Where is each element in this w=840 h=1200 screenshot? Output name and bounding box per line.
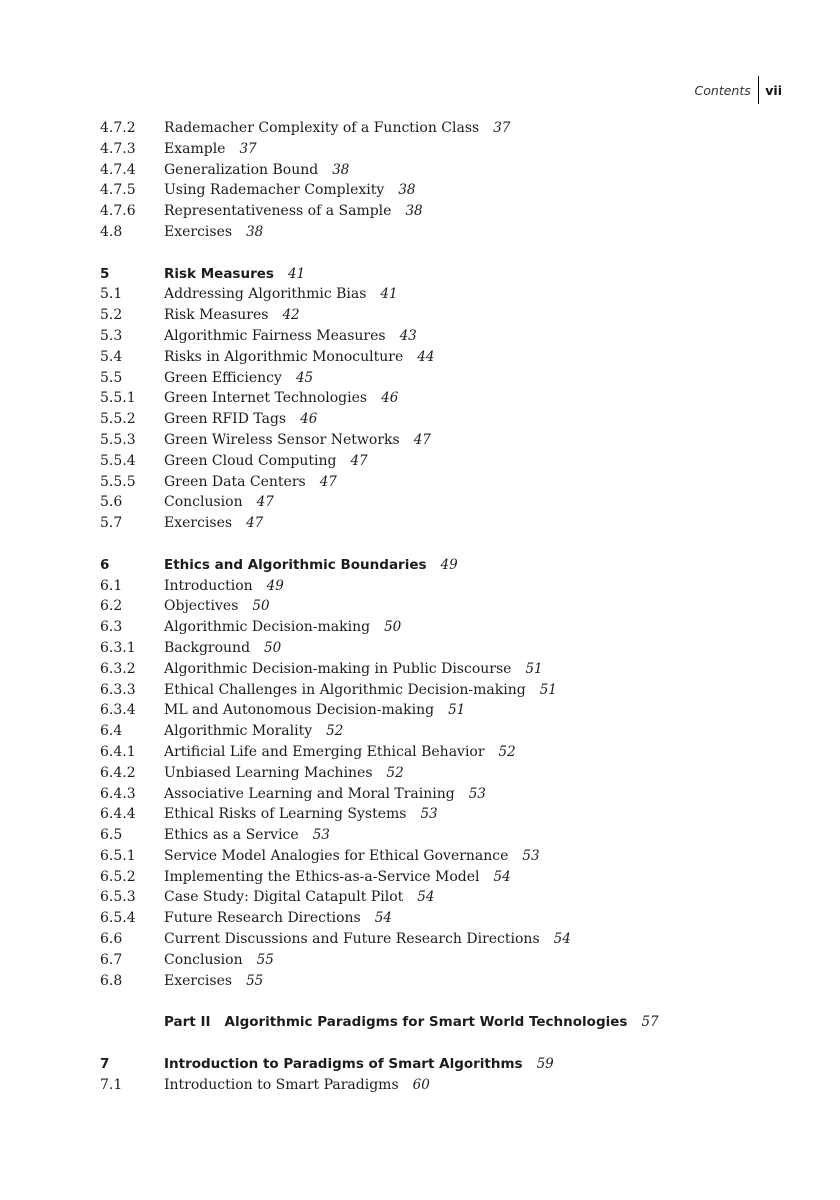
toc-entry-number: 5.5.3 xyxy=(100,431,136,448)
toc-entry xyxy=(164,1012,659,1033)
toc-entry-page: 51 xyxy=(525,660,543,677)
toc-entry-number: 6.3.1 xyxy=(100,639,136,656)
toc-section-row[interactable] xyxy=(100,825,800,846)
toc-entry xyxy=(164,180,416,201)
toc-entry xyxy=(164,201,423,222)
toc-section-row[interactable] xyxy=(100,867,800,888)
toc-section-row[interactable] xyxy=(100,326,800,347)
toc-section-row[interactable] xyxy=(100,139,800,160)
toc-section-row[interactable] xyxy=(100,929,800,950)
toc-section-row[interactable] xyxy=(100,887,800,908)
toc-section-row[interactable] xyxy=(100,617,800,638)
toc-entry-page: 46 xyxy=(381,390,399,407)
toc-entry xyxy=(164,721,343,742)
toc-entry-title: Implementing the Ethics-as-a-Service Model xyxy=(164,868,480,885)
toc-entry-title: Exercises xyxy=(164,223,233,240)
toc-entry-title: Green Data Centers xyxy=(164,473,306,490)
toc-entry-number: 5.5.2 xyxy=(100,411,136,428)
toc-entry xyxy=(164,700,465,721)
toc-entry xyxy=(164,388,398,409)
toc-section-row[interactable] xyxy=(100,659,800,680)
toc-entry-number: 6.4.1 xyxy=(100,743,136,760)
toc-entry-page: 50 xyxy=(384,619,402,636)
toc-entry xyxy=(164,118,510,139)
toc-entry xyxy=(164,284,398,305)
toc-entry-number: 5.3 xyxy=(100,327,123,344)
toc-section-row[interactable] xyxy=(100,201,800,222)
toc-entry-page: 44 xyxy=(417,348,435,365)
toc-section-row[interactable] xyxy=(100,950,800,971)
toc-section-row[interactable] xyxy=(100,492,800,513)
toc-entry-number: 5.7 xyxy=(100,515,123,532)
toc-entry xyxy=(164,596,270,617)
toc-entry-number: 6.2 xyxy=(100,598,123,615)
running-head-label: Contents xyxy=(694,82,751,98)
toc-entry-number: 6.3.2 xyxy=(100,660,136,677)
toc-entry-number: 5.2 xyxy=(100,307,123,324)
toc-entry-page: 45 xyxy=(295,369,314,386)
toc-entry-number: 6.7 xyxy=(100,951,123,968)
toc-entry-page: 60 xyxy=(412,1076,430,1093)
toc-chapter-row[interactable] xyxy=(100,555,800,576)
toc-entry-page: 55 xyxy=(256,951,274,968)
toc-entry-number: 7 xyxy=(100,1055,110,1072)
toc-entry-title: Green Efficiency xyxy=(164,369,282,386)
toc-entry-page: 52 xyxy=(498,743,516,760)
toc-entry xyxy=(164,513,263,534)
toc-entry-page: 52 xyxy=(326,723,344,740)
toc-entry-title: Green Wireless Sensor Networks xyxy=(164,431,400,448)
toc-section-row[interactable] xyxy=(100,804,800,825)
toc-entry-number: 4.7.3 xyxy=(100,140,136,157)
toc-entry xyxy=(164,305,300,326)
toc-entry-title: Artificial Life and Emerging Ethical Behavior xyxy=(164,743,485,760)
toc-entry-page: 49 xyxy=(440,556,458,573)
toc-section-row[interactable] xyxy=(100,305,800,326)
toc-entry-title: Example xyxy=(164,140,226,157)
toc-entry-title: Risk Measures xyxy=(164,265,274,282)
toc-entry xyxy=(164,576,284,597)
toc-entry-title: Rademacher Complexity of a Function Class xyxy=(164,120,480,136)
toc-entry-title: Ethics as a Service xyxy=(164,827,299,844)
toc-entry-number: 4.7.4 xyxy=(100,161,136,178)
toc-entry-title: Introduction xyxy=(164,577,253,594)
toc-entry xyxy=(164,784,486,805)
toc-section-row[interactable] xyxy=(100,908,800,929)
toc-entry-title: Case Study: Digital Catapult Pilot xyxy=(164,889,404,906)
toc-entry xyxy=(164,929,571,950)
toc-entry-page: 59 xyxy=(536,1055,554,1072)
toc-section-row[interactable] xyxy=(100,576,800,597)
toc-entry-number: 5 xyxy=(100,265,110,282)
toc-section-row[interactable] xyxy=(100,638,800,659)
toc-entry-page: 47 xyxy=(350,452,368,469)
toc-entry xyxy=(164,368,313,389)
toc-entry xyxy=(164,492,274,513)
toc-entry-page: 38 xyxy=(398,182,416,199)
toc-section-row[interactable] xyxy=(100,284,800,305)
toc-entry xyxy=(164,763,404,784)
toc-entry xyxy=(164,804,438,825)
toc-chapter-row[interactable] xyxy=(100,264,800,285)
toc-entry-title: Addressing Algorithmic Bias xyxy=(164,286,367,303)
toc-section-row[interactable] xyxy=(100,160,800,181)
toc-chapter-row[interactable] xyxy=(100,1054,800,1075)
toc-entry-title: Green Internet Technologies xyxy=(164,390,368,407)
toc-entry xyxy=(164,222,263,243)
toc-entry-number: 6.3 xyxy=(100,619,123,636)
toc-section-row[interactable] xyxy=(100,971,800,992)
toc-entry-title: Green Cloud Computing xyxy=(164,452,337,469)
toc-entry-number: 6.5.2 xyxy=(100,868,136,885)
toc-entry-title: Background xyxy=(164,639,251,656)
toc-entry-number: 6.1 xyxy=(100,577,123,594)
toc-entry-number: 6.6 xyxy=(100,931,123,948)
toc-entry xyxy=(164,1054,554,1075)
toc-entry-page: 47 xyxy=(246,515,264,532)
toc-entry xyxy=(164,742,516,763)
toc-entry-title: Exercises xyxy=(164,515,233,532)
toc-entry-number: 6 xyxy=(100,556,110,573)
toc-entry-page: 53 xyxy=(312,827,330,844)
toc-section-row[interactable] xyxy=(100,409,800,430)
toc-entry-number: 5.5.4 xyxy=(100,452,136,469)
toc-entry xyxy=(164,659,543,680)
toc-part-row[interactable] xyxy=(100,1012,800,1033)
toc-entry xyxy=(164,887,434,908)
toc-entry-number: 4.7.5 xyxy=(100,182,136,199)
toc-entry-page: 54 xyxy=(553,931,571,948)
toc-entry-title: Service Model Analogies for Ethical Governance xyxy=(164,847,509,864)
toc-entry-page: 37 xyxy=(239,140,257,157)
toc-entry-number: 4.7.2 xyxy=(100,120,136,136)
toc-section-row[interactable] xyxy=(100,680,800,701)
toc-entry-number: 6.4.2 xyxy=(100,764,136,781)
table-of-contents xyxy=(100,118,800,1095)
toc-entry-title: Generalization Bound xyxy=(164,161,319,178)
toc-entry-page: 47 xyxy=(413,431,431,448)
toc-entry-title: ML and Autonomous Decision-making xyxy=(164,702,435,719)
running-head xyxy=(695,76,782,104)
toc-entry-number: 5.5.1 xyxy=(100,390,136,407)
toc-entry-page: 47 xyxy=(319,473,337,490)
toc-entry-title: Algorithmic Decision-making xyxy=(164,619,371,636)
toc-entry-number: 6.5.3 xyxy=(100,889,136,906)
toc-section-row[interactable] xyxy=(100,451,800,472)
toc-entry-number: 6.8 xyxy=(100,972,123,989)
toc-entry-title: Ethics and Algorithmic Boundaries xyxy=(164,556,427,573)
toc-section-row[interactable] xyxy=(100,513,800,534)
toc-entry xyxy=(164,950,274,971)
toc-entry xyxy=(164,451,368,472)
toc-entry-title: Introduction to Paradigms of Smart Algorithms xyxy=(164,1055,523,1072)
toc-section-row[interactable] xyxy=(100,222,800,243)
toc-section-row[interactable] xyxy=(100,763,800,784)
toc-entry-title: Green RFID Tags xyxy=(164,411,287,428)
toc-entry-title: Future Research Directions xyxy=(164,910,361,927)
toc-entry xyxy=(164,867,511,888)
toc-entry-page: 50 xyxy=(252,598,270,615)
toc-entry-page: 42 xyxy=(282,307,300,324)
toc-entry-page: 38 xyxy=(246,223,264,240)
toc-entry xyxy=(164,638,281,659)
toc-entry-page: 51 xyxy=(539,681,557,698)
toc-entry-page: 53 xyxy=(420,806,438,823)
toc-entry-title: Objectives xyxy=(164,598,239,615)
toc-entry-number: 6.5.1 xyxy=(100,847,136,864)
toc-entry-page: 37 xyxy=(493,120,511,136)
toc-entry-number: 6.4 xyxy=(100,723,123,740)
toc-entry-page: 43 xyxy=(399,327,417,344)
toc-entry-number: 4.7.6 xyxy=(100,203,136,220)
toc-entry-page: 52 xyxy=(386,764,404,781)
toc-entry-number: 5.4 xyxy=(100,348,123,365)
toc-entry-page: 54 xyxy=(493,868,511,885)
toc-entry xyxy=(164,555,458,576)
toc-entry-title: Algorithmic Decision-making in Public Discourse xyxy=(164,660,512,677)
toc-section-row[interactable] xyxy=(100,596,800,617)
toc-entry-title: Using Rademacher Complexity xyxy=(164,182,385,199)
toc-entry-title: Ethical Challenges in Algorithmic Decision-making xyxy=(164,681,526,698)
section-gap xyxy=(100,243,800,264)
toc-section-row[interactable] xyxy=(100,742,800,763)
toc-entry xyxy=(164,680,557,701)
toc-entry-number: 4.8 xyxy=(100,223,123,240)
toc-entry-number: 6.3.3 xyxy=(100,681,136,698)
toc-entry-title: Associative Learning and Moral Training xyxy=(164,785,455,802)
toc-section-row[interactable] xyxy=(100,118,800,139)
toc-entry-title: Unbiased Learning Machines xyxy=(164,764,373,781)
toc-entry-page: 54 xyxy=(417,889,435,906)
toc-entry-title: Introduction to Smart Paradigms xyxy=(164,1076,399,1093)
toc-entry-title: Exercises xyxy=(164,972,233,989)
toc-section-row[interactable] xyxy=(100,846,800,867)
toc-entry-number: 6.5.4 xyxy=(100,910,136,927)
toc-entry-title: Algorithmic Fairness Measures xyxy=(164,327,386,344)
toc-entry xyxy=(164,430,431,451)
toc-entry xyxy=(164,1075,430,1096)
toc-part-label: Part II xyxy=(164,1014,211,1031)
toc-entry-page: 54 xyxy=(374,910,392,927)
toc-section-row[interactable] xyxy=(100,472,800,493)
toc-entry-page: 41 xyxy=(287,265,306,282)
toc-section-row[interactable] xyxy=(100,1075,800,1096)
toc-entry-page: 49 xyxy=(266,577,284,594)
section-gap xyxy=(100,991,800,1012)
toc-entry-number: 5.1 xyxy=(100,286,123,303)
toc-entry-page: 41 xyxy=(380,286,398,303)
toc-entry-page: 46 xyxy=(300,411,318,428)
toc-entry xyxy=(164,617,401,638)
toc-entry-page: 38 xyxy=(332,161,350,178)
toc-entry-number: 5.5.5 xyxy=(100,473,136,490)
toc-entry xyxy=(164,472,337,493)
toc-entry xyxy=(164,971,263,992)
toc-entry-page: 55 xyxy=(246,972,264,989)
toc-entry-title: Risk Measures xyxy=(164,307,269,324)
page-number: vii xyxy=(765,82,782,98)
toc-entry-number: 6.5 xyxy=(100,827,123,844)
toc-entry xyxy=(164,409,317,430)
toc-entry-title: Algorithmic Paradigms for Smart World Technologies xyxy=(224,1014,628,1031)
toc-section-row[interactable] xyxy=(100,347,800,368)
toc-entry-title: Algorithmic Morality xyxy=(164,723,313,740)
toc-entry-page: 51 xyxy=(448,702,466,719)
toc-entry xyxy=(164,326,417,347)
toc-entry-title: Current Discussions and Future Research Directions xyxy=(164,931,540,948)
toc-section-row[interactable] xyxy=(100,180,800,201)
toc-entry-number: 6.3.4 xyxy=(100,702,136,719)
toc-entry xyxy=(164,160,349,181)
toc-section-row[interactable] xyxy=(100,784,800,805)
toc-entry-number: 5.6 xyxy=(100,494,123,511)
toc-entry-page: 57 xyxy=(641,1014,659,1031)
toc-entry-page: 38 xyxy=(405,203,423,220)
toc-entry-page: 50 xyxy=(264,639,282,656)
toc-entry xyxy=(164,139,257,160)
toc-section-row[interactable] xyxy=(100,700,800,721)
toc-entry-title: Ethical Risks of Learning Systems xyxy=(164,806,407,823)
toc-entry-title: Risks in Algorithmic Monoculture xyxy=(164,348,404,365)
toc-entry-title: Conclusion xyxy=(164,494,243,511)
toc-entry-title: Representativeness of a Sample xyxy=(164,203,392,220)
section-gap xyxy=(100,534,800,555)
toc-section-row[interactable] xyxy=(100,388,800,409)
toc-entry xyxy=(164,825,330,846)
toc-entry xyxy=(164,846,540,867)
toc-entry xyxy=(164,347,434,368)
toc-section-row[interactable] xyxy=(100,721,800,742)
toc-section-row[interactable] xyxy=(100,430,800,451)
toc-entry-number: 6.4.3 xyxy=(100,785,136,802)
toc-entry-number: 6.4.4 xyxy=(100,806,136,823)
toc-entry-page: 47 xyxy=(256,494,274,511)
toc-entry-number: 5.5 xyxy=(100,369,123,386)
section-gap xyxy=(100,1033,800,1054)
toc-entry-page: 53 xyxy=(522,847,540,864)
toc-entry-number: 7.1 xyxy=(100,1076,123,1093)
toc-entry xyxy=(164,264,305,285)
toc-entry-page: 53 xyxy=(468,785,486,802)
toc-entry xyxy=(164,908,392,929)
toc-section-row[interactable] xyxy=(100,368,800,389)
toc-entry-title: Conclusion xyxy=(164,951,243,968)
